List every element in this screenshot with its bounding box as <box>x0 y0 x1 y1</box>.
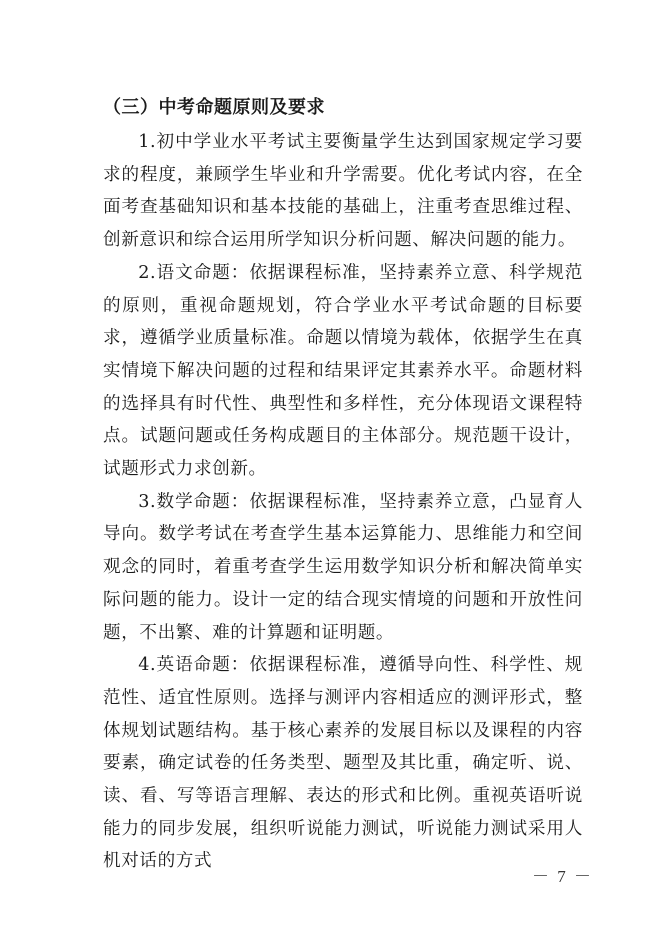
paragraph-english: 4.英语命题：依据课程标准，遵循导向性、科学性、规范性、适宜性原则。选择与测评内容相适应的测评形式，整体规划试题结构。基于核心素养的发展目标以及课程的内容要素，确定试卷的任务类型、题型及其比重，确定听、说、读、看、写等语言理解、表达的形式和比例。重视英语听说能力的同步发展，组织听说能力测试，听说能力测试采用人机对话的方式 <box>103 655 583 872</box>
paragraph-math: 3.数学命题：依据课程标准，坚持素养立意，凸显育人导向。数学考试在考查学生基本运算能力、思维能力和空间观念的同时，着重考查学生运用数学知识分析和解决简单实际问题的能力。设计一定的结合现实情境的问题和开放性问题，不出繁、难的计算题和证明题。 <box>103 491 583 643</box>
paragraph-general: 1.初中学业水平考试主要衡量学生达到国家规定学习要求的程度，兼顾学生毕业和升学需要。优化考试内容，在全面考查基础知识和基本技能的基础上，注重考查思维过程、创新意识和综合运用所学知识分析问题、解决问题的能力。 <box>103 132 583 251</box>
section-body <box>103 94 583 878</box>
page-number: － 7 － <box>532 867 593 886</box>
paragraph-chinese: 2.语文命题：依据课程标准，坚持素养立意、科学规范的原则，重视命题规划，符合学业水平考试命题的目标要求，遵循学业质量标准。命题以情境为载体，依据学生在真实情境下解决问题的过程和结果评定其素养水平。命题材料的选择具有时代性、典型性和多样性，充分体现语文课程特点。试题问题或任务构成题目的主体部分。规范题干设计，试题形式力求创新。 <box>103 262 583 480</box>
section-heading: （三）中考命题原则及要求 <box>103 97 325 118</box>
